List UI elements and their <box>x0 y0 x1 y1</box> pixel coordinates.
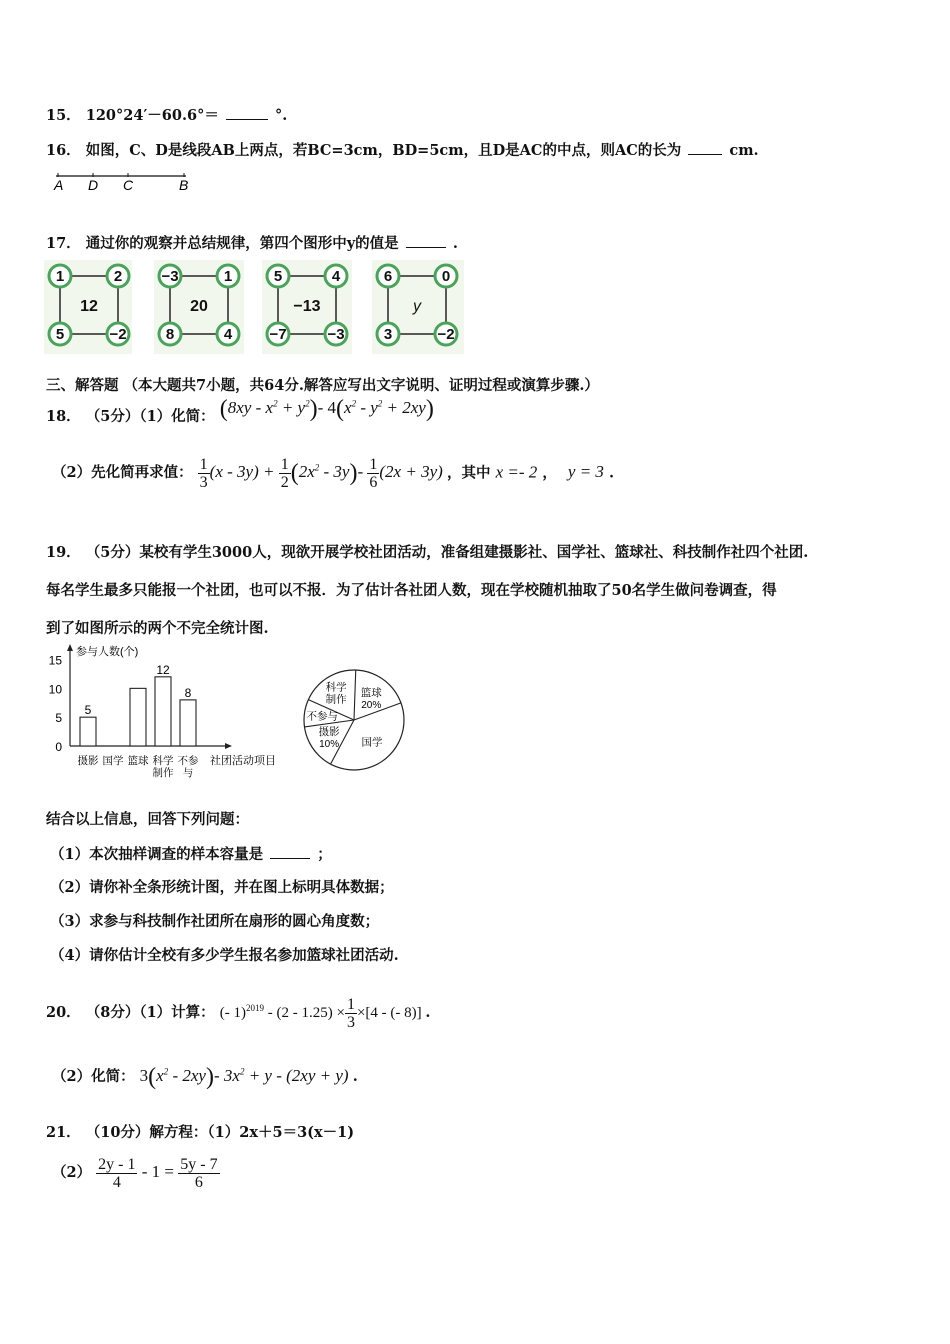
pie-slice-label: 篮球 <box>360 686 382 699</box>
fraction: $\frac{1}{3}$ <box>346 996 355 1031</box>
pie-slice-percent: 10% <box>319 738 340 750</box>
answer-blank[interactable] <box>270 857 310 859</box>
pie-slice-label: 国学 <box>361 736 383 749</box>
pattern-figures <box>44 260 474 356</box>
question-19-line-2: 每名学生最多只能报一个社团，也可以不报．为了估计各社团人数，现在学校随机抽取了50名学生做问卷调查，得 <box>46 582 777 599</box>
part-label: （8分）（1）计算： <box>85 1003 215 1021</box>
fraction: $\frac{2y - 1}{4}$ <box>98 1156 136 1191</box>
question-number: 20． <box>46 1003 81 1021</box>
y-tick-label: 10 <box>48 682 62 697</box>
question-text: 如图，C、D是线段AB上两点，若BC=3cm，BD=5cm，且D是AC的中点，则AC的长为 <box>85 142 682 159</box>
question-number: 17． <box>46 235 81 252</box>
question-20-part-1 <box>46 996 430 1031</box>
x-tick-label: 与 <box>182 767 194 779</box>
comma: ， <box>542 464 557 482</box>
center-value: 12 <box>80 298 98 315</box>
y-axis-arrow <box>67 644 73 651</box>
question-18-part-2 <box>46 456 614 491</box>
x-tick-label: 不参 <box>177 755 199 767</box>
bar-chart <box>40 642 290 780</box>
period: . <box>352 1068 358 1085</box>
point-d-label: D <box>88 177 99 193</box>
term: - 1 = <box>141 1162 174 1182</box>
bar <box>80 717 96 746</box>
corner-bottom-left: −7 <box>269 326 287 343</box>
answer-blank[interactable] <box>226 118 268 120</box>
question-19-line-3: 到了如图所示的两个不完全统计图. <box>46 620 269 637</box>
question-number: 18． <box>46 408 81 425</box>
sub-question-tail: ； <box>317 846 332 863</box>
part-label: （2） <box>52 1164 92 1182</box>
corner-bottom-right: −2 <box>437 326 455 343</box>
part-label: （5分）（1）化简： <box>85 408 215 425</box>
paren-open: ( <box>336 396 345 422</box>
x-tick-label: 科学 <box>152 755 174 767</box>
question-20-part-2 <box>46 1064 358 1091</box>
point-c-label: C <box>123 177 134 193</box>
fraction: $\frac{5y - 7}{6}$ <box>180 1156 218 1191</box>
question-15 <box>46 104 287 125</box>
question-17 <box>46 232 458 253</box>
corner-bottom-right: 4 <box>223 326 233 343</box>
x-tick-label: 制作 <box>152 767 174 779</box>
fraction: $\frac{1}{2}$ <box>280 456 289 491</box>
term: + 2xy <box>382 398 426 417</box>
center-value: −13 <box>293 298 321 315</box>
term: - (2 - 1.25) × <box>264 1004 345 1021</box>
term: 2x <box>298 462 315 482</box>
pattern-figure-2 <box>154 260 244 354</box>
corner-bottom-right: −3 <box>327 326 345 343</box>
pie-slice-label: 不参与 <box>306 710 339 723</box>
question-text: （5分）某校有学生3000人，现欲开展学校社团活动，准备组建摄影社、国学社、篮球社、科技制作社四个社团. <box>85 544 809 561</box>
question-18-part-1 <box>46 396 434 431</box>
expression: $\frac{1}{3}$ (x - 3y) + $\frac{1}{2}$ $(2x^2 - 3y)-$ $\frac{1}{6}$ (2x + 3y) <box>199 456 443 491</box>
question-number: 15． <box>46 107 81 124</box>
fraction: $\frac{1}{6}$ <box>369 456 378 491</box>
x-tick-label: 国学 <box>102 755 124 767</box>
corner-bottom-left: 3 <box>383 326 393 343</box>
corner-bottom-left: 5 <box>55 326 65 343</box>
question-19-line-1 <box>46 541 808 562</box>
part-label: （2）化简： <box>52 1068 135 1085</box>
section-heading: 三、解答题 （本大题共7小题，共64分.解答应写出文字说明、证明过程或演算步骤.） <box>46 377 599 394</box>
question-number: 21． <box>46 1124 81 1141</box>
paren-open: ( <box>219 396 228 422</box>
question-text: 通过你的观察并总结规律，第四个图形中y的值是 <box>85 235 399 252</box>
x-axis-arrow <box>225 743 232 749</box>
term: - y <box>356 398 378 417</box>
question-tail: °. <box>274 107 288 124</box>
expression <box>219 396 434 422</box>
bar <box>130 688 146 746</box>
corner-bottom-left: 8 <box>165 326 175 343</box>
question-19-sub-4: （4）请你估计全校有多少学生报名参加篮球社团活动. <box>50 947 399 964</box>
exponent: 2 <box>305 398 310 409</box>
equation <box>96 1156 219 1191</box>
term: + y <box>277 398 306 417</box>
expression: $3(x^2 - 2xy)-$ $3x^2 + y - (2xy + y)$ <box>139 1064 349 1090</box>
question-text: （10分）解方程：（1）2x＋5＝3(x－1) <box>85 1124 355 1141</box>
question-19-sub-1 <box>46 843 332 864</box>
question-tail: . <box>452 235 458 252</box>
corner-top-left: −3 <box>161 268 179 285</box>
y-tick-label: 5 <box>55 711 62 726</box>
question-16 <box>46 139 759 160</box>
bar-data-label: 5 <box>84 703 92 718</box>
expression <box>219 996 426 1031</box>
corner-top-left: 6 <box>383 268 393 285</box>
question-number: 16． <box>46 142 81 159</box>
term: (2x + 3y) <box>379 462 443 482</box>
term: - 3y <box>319 462 350 482</box>
y-axis-label: 参与人数(个) <box>76 646 139 658</box>
corner-top-left: 1 <box>55 268 65 285</box>
x-axis-label: 社团活动项目 <box>210 755 276 767</box>
corner-top-right: 2 <box>113 268 123 285</box>
answer-blank[interactable] <box>688 153 722 155</box>
corner-bottom-right: −2 <box>109 326 127 343</box>
term: (- 1) <box>219 1004 246 1021</box>
line-segment-figure <box>48 168 198 194</box>
condition-text: ，其中 <box>447 464 491 482</box>
bar <box>155 677 171 746</box>
x-tick-label: 摄影 <box>77 755 99 767</box>
question-21-part-2 <box>46 1156 220 1191</box>
point-a-label: A <box>54 177 64 193</box>
pie-slice-percent: 20% <box>361 699 382 711</box>
pattern-figure-1 <box>44 260 132 354</box>
question-tail: cm. <box>729 142 759 159</box>
exponent: 2 <box>377 398 383 409</box>
pie-slice-label: 科学 <box>325 681 347 694</box>
pie-slice-label: 摄影 <box>318 725 340 738</box>
condition-y: y = 3 <box>567 462 604 482</box>
bar <box>180 700 196 746</box>
term: 8xy - x <box>227 398 274 417</box>
exponent: 2 <box>351 398 357 409</box>
question-19-sub-2: （2）请你补全条形统计图，并在图上标明具体数据； <box>50 879 394 896</box>
question-number: 19． <box>46 544 81 561</box>
center-value: 20 <box>190 298 208 315</box>
pie-slice-label: 制作 <box>325 693 347 706</box>
question-19-intro: 结合以上信息，回答下列问题： <box>46 811 249 828</box>
sub-question-text: （1）本次抽样调查的样本容量是 <box>50 846 264 863</box>
part-label: （2）先化简再求值： <box>52 464 193 482</box>
pattern-figure-3 <box>262 260 352 354</box>
corner-top-right: 0 <box>441 268 451 285</box>
condition-x: x =- 2 <box>495 462 538 482</box>
x-tick-label: 篮球 <box>127 755 149 767</box>
period: . <box>425 1003 431 1021</box>
term: (x - 3y) + <box>209 462 275 482</box>
answer-blank[interactable] <box>406 246 446 248</box>
corner-top-right: 4 <box>331 268 341 285</box>
term: - 4 <box>317 398 337 417</box>
exponent: 2019 <box>246 1002 264 1013</box>
fraction: $\frac{1}{3}$ <box>199 456 208 491</box>
term: x <box>344 398 352 417</box>
corner-top-left: 5 <box>273 268 283 285</box>
bar-data-label: 12 <box>156 662 170 677</box>
y-tick-label: 0 <box>55 740 62 754</box>
exponent: 2 <box>273 398 278 409</box>
center-value: y <box>413 298 421 315</box>
question-21-part-1 <box>46 1121 354 1142</box>
term: ×[4 - (- 8)] <box>356 1004 422 1021</box>
question-text: 120°24′－60.6°＝ <box>85 107 219 124</box>
period: . <box>609 464 615 482</box>
corner-top-right: 1 <box>223 268 233 285</box>
paren-close: ) <box>425 396 434 422</box>
question-19-sub-3: （3）求参与科技制作社团所在扇形的圆心角度数； <box>50 913 380 930</box>
pie-chart <box>300 668 412 774</box>
pattern-figure-4 <box>372 260 464 354</box>
paren-close: ) <box>309 396 318 422</box>
y-tick-label: 15 <box>48 653 62 668</box>
bar-data-label: 8 <box>184 685 192 700</box>
point-b-label: B <box>179 177 189 193</box>
